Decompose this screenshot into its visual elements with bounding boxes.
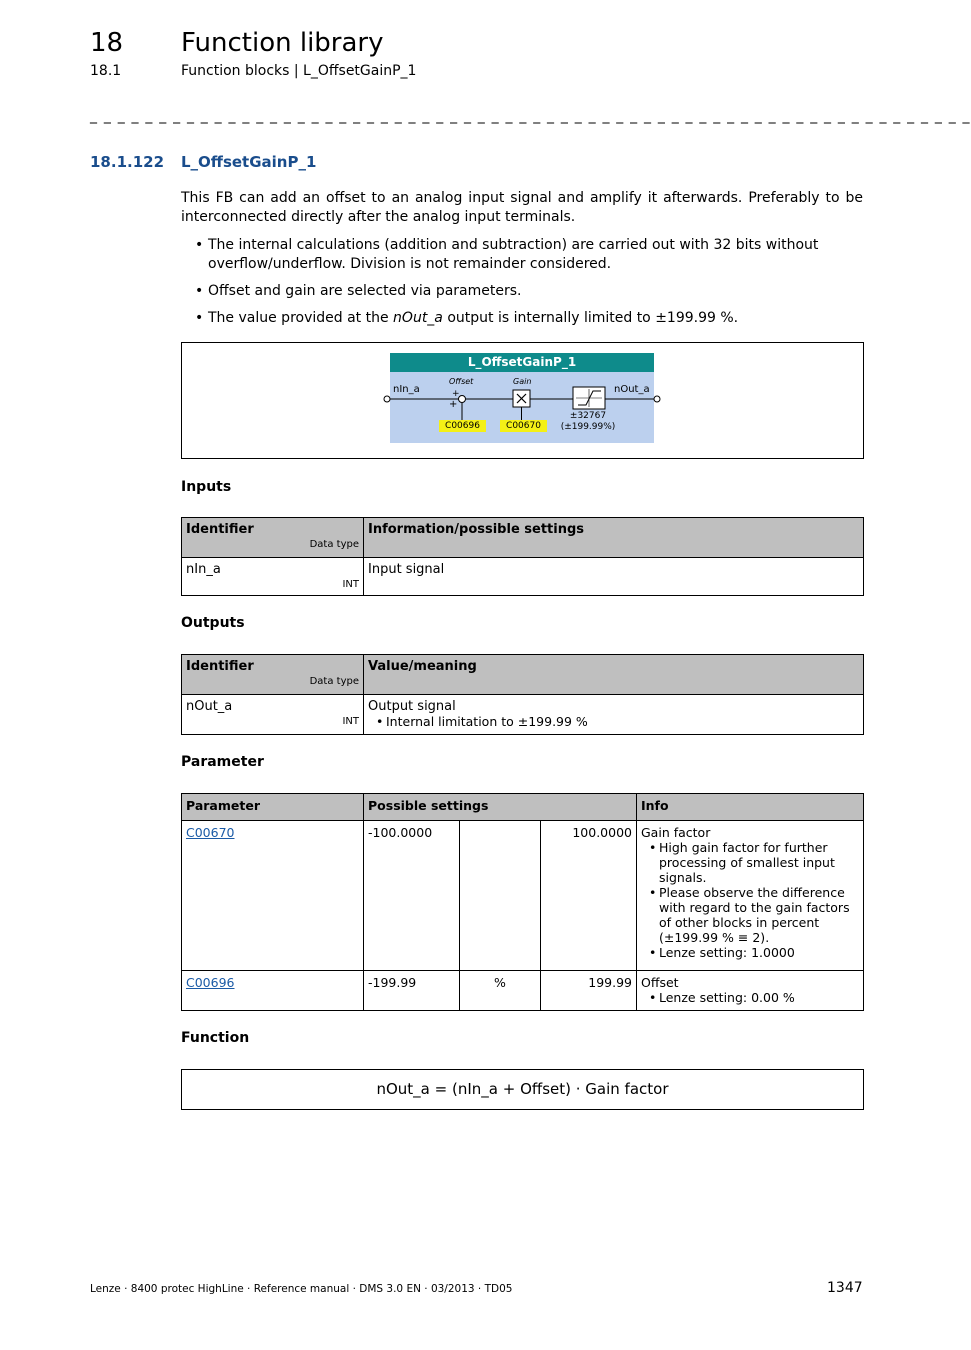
outputs-heading: Outputs [181, 615, 245, 631]
table-header: Value/meaning [364, 655, 864, 695]
page-number: 1347 [827, 1280, 863, 1296]
table-header: Parameter [182, 794, 364, 821]
table-row: C00696 -199.99 % 199.99 Offset • Lenze setting: 0.00 % [182, 971, 864, 1011]
summing-point-icon [459, 396, 466, 403]
input-connector-icon [384, 396, 390, 402]
function-block-title: L_OffsetGainP_1 [390, 353, 654, 372]
parameter-table [181, 793, 864, 1011]
table-row: nIn_a INT Input signal [182, 558, 864, 596]
offset-label: Offset [449, 377, 474, 386]
subchapter-number: 18.1 [90, 63, 122, 79]
list-item: • The internal calculations (addition and subtraction) are carried out with 32 bits without overflow/underflow. Division is not remainder considered. [181, 236, 863, 274]
outputs-table [181, 654, 864, 735]
gain-parameter-code: C00670 [500, 420, 547, 432]
chapter-number: 18 [90, 28, 124, 58]
inputs-heading: Inputs [181, 479, 232, 495]
function-heading: Function [181, 1030, 250, 1046]
parameter-heading: Parameter [181, 754, 264, 770]
section-title: L_OffsetGainP_1 [181, 153, 317, 171]
offset-parameter-code: C00696 [439, 420, 486, 432]
table-header: Identifier Data type [182, 655, 364, 695]
limit-percent: (±199.99%) [560, 422, 616, 432]
function-formula: nOut_a = (nIn_a + Offset) · Gain factor [181, 1069, 864, 1110]
output-label: nOut_a [614, 384, 650, 395]
table-row: nOut_a INT Output signal • Internal limitation to ±199.99 % [182, 695, 864, 735]
footer-text: Lenze · 8400 protec HighLine · Reference manual · DMS 3.0 EN · 03/2013 · TD05 [90, 1283, 513, 1295]
plus-sign-top: + [452, 389, 460, 399]
output-connector-icon [654, 396, 660, 402]
table-header: Info [637, 794, 864, 821]
list-item: • The value provided at the nOut_a output is internally limited to ±199.99 %. [181, 309, 863, 328]
table-row: C00670 -100.0000 100.0000 Gain factor • High gain factor for further processing of smallest input signals. • Please observe the difference with regard to the gain factors of other blocks in percent (±199.99 % ≡ 2). • Lenze setting: 1.0000 [182, 821, 864, 971]
gain-label: Gain [513, 377, 532, 386]
section-number: 18.1.122 [90, 153, 165, 171]
list-item: • Offset and gain are selected via parameters. [181, 282, 863, 301]
feature-list [181, 236, 863, 336]
chapter-title: Function library [181, 28, 384, 58]
link-c00670[interactable]: C00670 [186, 825, 235, 840]
limit-value: ±32767 [569, 411, 607, 421]
subchapter-title: Function blocks | L_OffsetGainP_1 [181, 63, 417, 79]
inputs-table [181, 517, 864, 596]
header-separator: _ _ _ _ _ _ _ _ _ _ _ _ _ _ _ _ _ _ _ _ _ _ _ _ _ _ _ _ _ _ _ _ _ _ _ _ _ _ _ _ _ _ _ _ _ _ _ _ _ _ _ _ _ _ _ _ _ _ _ _ _ _ _ _ [90, 108, 971, 124]
table-header: Information/possible settings [364, 518, 864, 558]
input-label: nIn_a [393, 384, 420, 395]
plus-sign-bottom: + [449, 399, 458, 410]
table-header: Possible settings [364, 794, 637, 821]
table-header: Identifier Data type [182, 518, 364, 558]
link-c00696[interactable]: C00696 [186, 975, 235, 990]
intro-paragraph: This FB can add an offset to an analog input signal and amplify it afterwards. Preferably to be interconnected directly after the analog input terminals. [181, 190, 863, 225]
